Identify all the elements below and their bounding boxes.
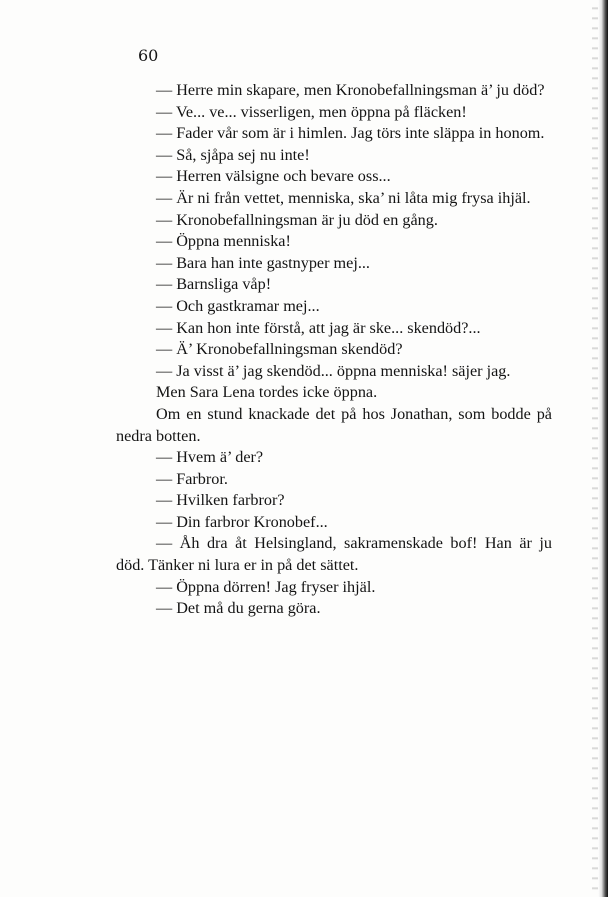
paragraph-23: — Det må du gerna göra.: [156, 599, 321, 618]
paragraph-20: — Din farbror Kronobef...: [156, 512, 328, 531]
body-text: [116, 80, 552, 620]
paragraph-1: — Herre min skapare, men Kronobefallningsman ä’ ju död?: [156, 81, 545, 99]
paragraph-12: — Kan hon inte förstå, att jag är ske... skendöd?...: [156, 318, 481, 337]
paragraph-15: Men Sara Lena tordes icke öppna.: [156, 383, 378, 402]
paragraph-8: — Öppna menniska!: [156, 232, 291, 251]
paragraph-19: — Hvilken farbror?: [156, 491, 285, 510]
page-number: 60: [138, 46, 159, 65]
paragraph-11: — Och gastkramar mej...: [156, 296, 320, 315]
paragraph-4: — Så, sjåpa sej nu inte!: [156, 145, 310, 164]
paragraph-17: — Hvem ä’ der?: [156, 448, 264, 467]
paragraph-21: — Åh dra åt Helsingland, sakramenskade bof! Han är ju död. Tänker ni lura er in på det sättet.: [116, 534, 552, 575]
paragraph-5: — Herren välsigne och bevare oss...: [156, 167, 391, 186]
paragraph-14: — Ja visst ä’ jag skendöd... öppna menniska! säjer jag.: [156, 361, 511, 380]
paragraph-22: — Öppna dörren! Jag fryser ihjäl.: [156, 577, 376, 596]
paragraph-6: — Är ni från vettet, menniska, ska’ ni låta mig frysa ihjäl.: [156, 188, 531, 207]
paragraph-13: — Ä’ Kronobefallningsman skendöd?: [156, 340, 403, 359]
paragraph-7: — Kronobefallningsman är ju död en gång.: [156, 210, 438, 229]
paragraph-9: — Bara han inte gastnyper mej...: [156, 253, 370, 272]
paragraph-10: — Barnsliga våp!: [156, 275, 272, 294]
paragraph-18: — Farbror.: [156, 469, 228, 488]
paragraph-2: — Ve... ve... visserligen, men öppna på fläcken!: [156, 102, 467, 121]
paragraph-3: — Fader vår som är i himlen. Jag törs inte släppa in honom.: [156, 124, 545, 143]
page-binding-edge: [598, 0, 608, 897]
paragraph-16: Om en stund knackade det på hos Jonathan, som bodde på nedra botten.: [116, 404, 552, 445]
